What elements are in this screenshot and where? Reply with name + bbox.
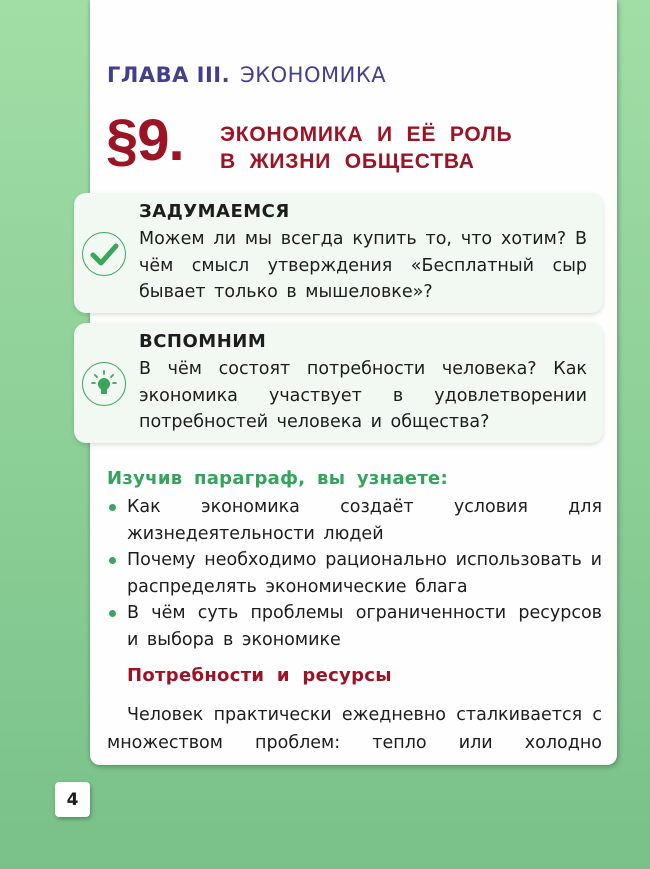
chapter-title: ЭКОНОМИКА bbox=[240, 63, 387, 87]
learning-goals-title: Изучив параграф, вы узнаете: bbox=[107, 468, 449, 489]
list-item-text: В чём суть проблемы ограниченности ресурсов и выбора в экономике bbox=[127, 603, 602, 650]
bullet-icon bbox=[109, 557, 116, 564]
paragraph-title-line-1: ЭКОНОМИКА И ЕЁ РОЛЬ bbox=[220, 123, 513, 146]
paragraph-number: §9. bbox=[106, 108, 184, 173]
callout-think bbox=[74, 193, 603, 313]
callout-recall bbox=[74, 323, 603, 443]
list-item bbox=[107, 494, 602, 547]
list-item-text: Как экономика создаёт условия для жизнедеятельности людей bbox=[127, 497, 602, 544]
chapter-label: ГЛАВА III. bbox=[107, 63, 231, 87]
callout-heading: ВСПОМНИМ bbox=[139, 331, 267, 352]
section-title: Потребности и ресурсы bbox=[127, 665, 392, 686]
paragraph-title-line-2: В ЖИЗНИ ОБЩЕСТВА bbox=[220, 150, 475, 173]
callout-text: В чём состоят потребности человека? Как экономика участвует в удовлетворении потребностей человека и общества? bbox=[139, 359, 587, 432]
bullet-icon bbox=[109, 610, 116, 617]
lightbulb-icon bbox=[82, 362, 126, 406]
callout-heading: ЗАДУМАЕМСЯ bbox=[139, 201, 290, 222]
page-number: 4 bbox=[55, 782, 90, 817]
list-item bbox=[107, 600, 602, 653]
list-item-text: Почему необходимо рационально использовать и распределять экономические блага bbox=[127, 550, 602, 597]
learning-goals-list bbox=[107, 494, 602, 653]
paragraph-title bbox=[220, 121, 512, 175]
bullet-icon bbox=[109, 504, 116, 511]
callout-text: Можем ли мы всегда купить то, что хотим? В чём смысл утверждения «Бесплатный сыр бывает только в мышеловке»? bbox=[139, 229, 587, 302]
body-text: Человек практически ежедневно сталкивается с множеством проблем: тепло или холодно bbox=[107, 705, 602, 753]
list-item bbox=[107, 547, 602, 600]
chapter-header bbox=[107, 63, 386, 87]
checkmark-icon bbox=[82, 232, 126, 276]
